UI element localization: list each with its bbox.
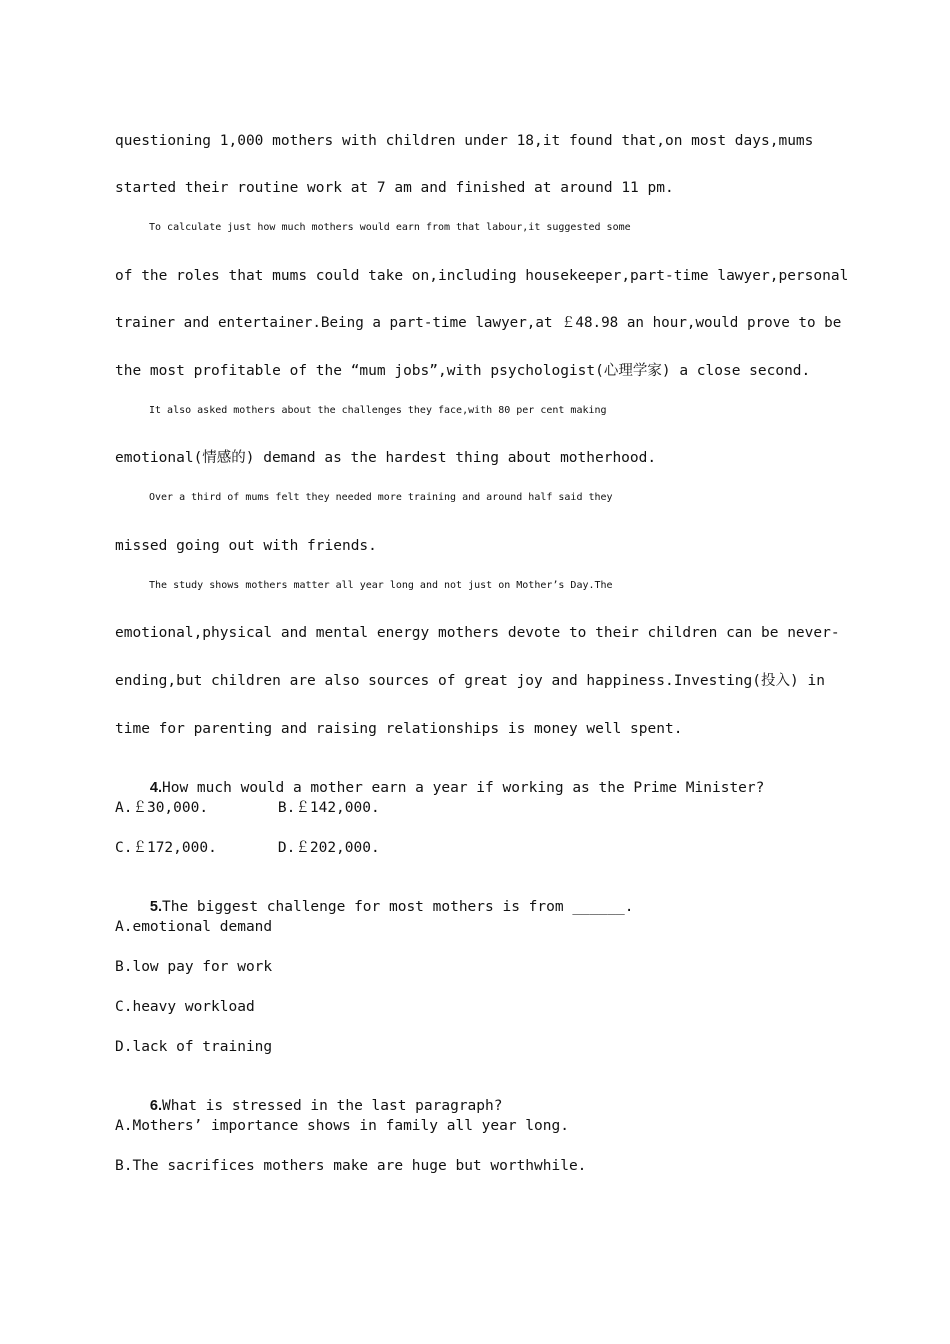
option-row: C.heavy workload [115,999,255,1015]
passage-line: emotional,physical and mental energy mothers devote to their children can be never- [115,625,840,641]
passage-line: trainer and entertainer.Being a part-time lawyer,at ￡48.98 an hour,would prove to be [115,315,842,331]
option-row: C.￡172,000. D.￡202,000. [115,840,380,856]
question-text: The biggest challenge for most mothers is from ______. [162,899,634,915]
question-number: 4. [149,780,163,796]
question-text: What is stressed in the last paragraph? [162,1098,503,1114]
passage-line: ending,but children are also sources of great joy and happiness.Investing(投入) in [115,673,825,689]
option-row: A.￡30,000. B.￡142,000. [115,800,380,816]
option-row: A.emotional demand [115,919,273,935]
option-row: A.Mothers’ importance shows in family all year long. [115,1118,569,1134]
question-number: 5. [149,899,163,915]
passage-line: To calculate just how much mothers would earn from that labour,it suggested some [149,222,631,233]
option-row: B.The sacrifices mothers make are huge but worthwhile. [115,1158,587,1174]
question-number: 6. [149,1098,163,1114]
passage-line: of the roles that mums could take on,including housekeeper,part-time lawyer,personal [115,268,849,284]
question-text: How much would a mother earn a year if working as the Prime Minister? [162,780,765,796]
passage-line: Over a third of mums felt they needed more training and around half said they [149,492,613,503]
passage-line: emotional(情感的) demand as the hardest thing about motherhood. [115,450,657,466]
option-row: B.low pay for work [115,959,273,975]
option-row: D.lack of training [115,1039,273,1055]
passage-line: time for parenting and raising relationships is money well spent. [115,721,683,737]
passage-line: started their routine work at 7 am and finished at around 11 pm. [115,180,674,196]
passage-line: The study shows mothers matter all year long and not just on Mother’s Day.The [149,580,613,591]
passage-line: the most profitable of the “mum jobs”,with psychologist(心理学家) a close second. [115,363,811,379]
passage-line: It also asked mothers about the challenges they face,with 80 per cent making [149,405,607,416]
passage-line: missed going out with friends. [115,538,377,554]
passage-line: questioning 1,000 mothers with children under 18,it found that,on most days,mums [115,133,814,149]
